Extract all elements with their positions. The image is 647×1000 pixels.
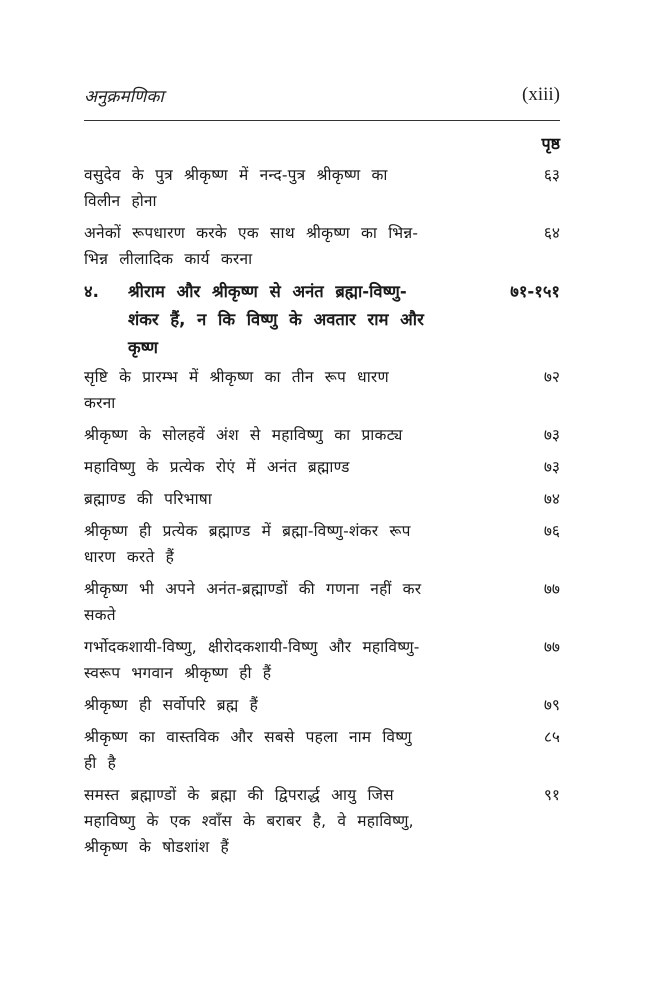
header-rule [84,120,560,121]
toc-entry-page: ९१ [543,786,560,804]
toc-entry [84,364,560,416]
toc-entry-title: श्रीकृष्ण का वास्तविक और सबसे पहला नाम विष्णु ही है [84,728,412,772]
toc-entry-page: ७२ [543,368,560,386]
toc-entry-page: ७४ [543,490,560,508]
toc-entry [84,724,560,776]
chapter-title: श्रीराम और श्रीकृष्ण से अनंत ब्रह्मा-विष्णु-शंकर हैं, न कि विष्णु के अवतार राम और कृष्ण [128,282,424,357]
toc-entry [84,422,560,448]
table-of-contents [84,162,560,866]
toc-entry [84,692,560,718]
toc-entry-title: श्रीकृष्ण के सोलहवें अंश से महाविष्णु का प्राकट्य [84,426,403,444]
toc-entry [84,576,560,628]
toc-entry [84,518,560,570]
page-column-label: पृष्ठ [541,134,560,153]
toc-entry [84,486,560,512]
toc-entry-page: ८५ [543,728,560,746]
chapter-heading [84,278,560,362]
toc-entry-title: सृष्टि के प्रारम्भ में श्रीकृष्ण का तीन रूप धारण करना [84,368,389,412]
toc-entry-page: ७९ [543,696,560,714]
toc-entry-title: श्रीकृष्ण ही प्रत्येक ब्रह्माण्ड में ब्रह्मा-विष्णु-शंकर रूप धारण करते हैं [84,522,411,566]
toc-entry-page: ७७ [543,638,560,656]
toc-entry [84,220,560,272]
toc-entry-title: गर्भोदकशायी-विष्णु, क्षीरोदकशायी-विष्णु और महाविष्णु-स्वरूप भगवान श्रीकृष्ण ही हैं [84,638,420,682]
toc-entry-page: ७६ [543,522,560,540]
running-title: अनुक्रमणिका [84,87,164,107]
toc-entry-title: ब्रह्माण्ड की परिभाषा [84,490,212,508]
toc-entry [84,162,560,214]
chapter-number: ४. [84,282,99,301]
toc-entry-page: ७३ [543,426,560,444]
page-number: (xiii) [522,84,560,105]
toc-entry-title: वसुदेव के पुत्र श्रीकृष्ण में नन्द-पुत्र श्रीकृष्ण का विलीन होना [84,166,388,210]
toc-entry-title: श्रीकृष्ण ही सर्वोपरि ब्रह्म हैं [84,696,259,714]
toc-entry-title: अनेकों रूपधारण करके एक साथ श्रीकृष्ण का भिन्न-भिन्न लीलादिक कार्य करना [84,224,419,268]
toc-entry-title: समस्त ब्रह्माण्डों के ब्रह्मा की द्विपरार्द्ध आयु जिस महाविष्णु के एक श्वाँस के बराबर है, वे महाविष्णु, श्रीकृष्ण के षोडशांश हैं [84,786,414,856]
chapter-page-range: ७१-१५१ [510,282,560,301]
toc-entry [84,454,560,480]
toc-entry-page: ६४ [543,224,560,242]
toc-entry [84,634,560,686]
running-head [84,80,560,116]
toc-entry-page: ७७ [543,580,560,598]
toc-entry-title: श्रीकृष्ण भी अपने अनंत-ब्रह्माण्डों की गणना नहीं कर सकते [84,580,422,624]
document-page [84,80,560,856]
toc-entry-page: ६३ [543,166,560,184]
toc-entry-page: ७३ [543,458,560,476]
toc-entry-title: महाविष्णु के प्रत्येक रोएं में अनंत ब्रह्माण्ड [84,458,350,476]
toc-entry [84,782,560,860]
